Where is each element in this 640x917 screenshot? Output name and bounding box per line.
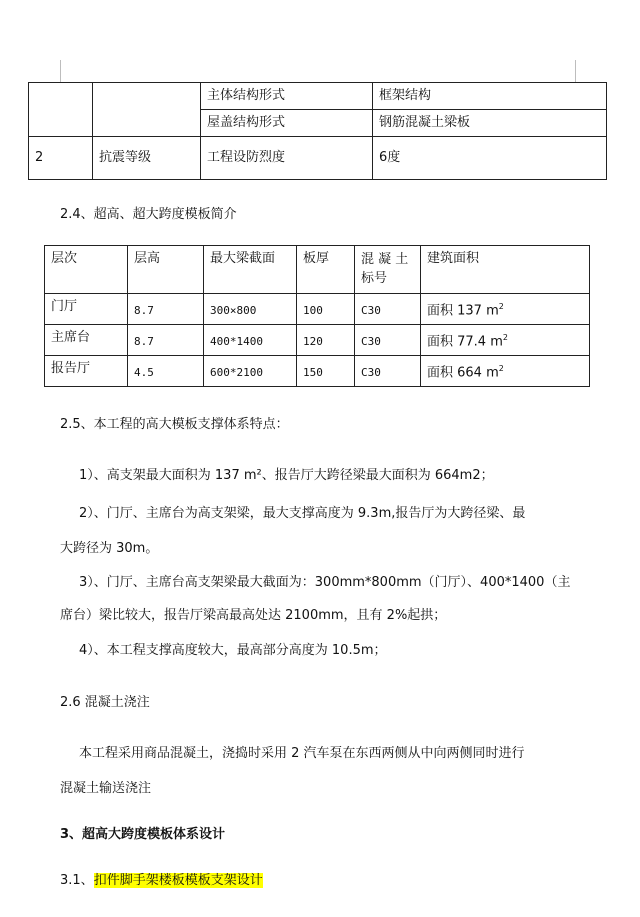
column-header: 最大梁截面 [204,246,297,294]
table-cell: 8.7 [128,294,204,325]
area-value: 面积 77.4 m [427,334,503,350]
table-cell [421,294,590,325]
section-heading-3: 3、超高大跨度模板体系设计 [60,827,226,842]
table-row [45,325,590,356]
unit-superscript: 2 [502,333,508,342]
table-cell: 120 [297,325,355,356]
column-header: 建筑面积 [421,246,590,294]
column-header: 层高 [128,246,204,294]
table-row [45,294,590,325]
area-value: 面积 137 m [427,303,499,319]
table-cell: 主席台 [45,325,128,356]
table-cell: 抗震等级 [93,137,201,180]
table-cell: 框架结构 [373,83,607,110]
paragraph-line: 1）、高支架最大面积为 137 m²、报告厅大跨径梁最大面积为 664m2； [79,468,494,483]
table-cell: C30 [355,356,421,387]
paragraph-line: 席台）梁比较大，报告厅梁高最高处达 2100mm，且有 2%起拱； [60,608,447,623]
table-cell: 4.5 [128,356,204,387]
table-cell [421,356,590,387]
table-cell: 屋盖结构形式 [201,110,373,137]
formwork-table [44,245,590,387]
table-cell: 报告厅 [45,356,128,387]
table-row [29,137,607,180]
table-cell: C30 [355,325,421,356]
table-header-row [45,246,590,294]
table-cell: 主体结构形式 [201,83,373,110]
unit-superscript: 2 [498,302,504,311]
paragraph-line: 2）、门厅、主席台为高支架梁，最大支撑高度为 9.3m,报告厅为大跨径梁、最 [79,506,526,521]
table-cell: 钢筋混凝土梁板 [373,110,607,137]
column-header-line: 混 凝 土 [361,252,409,267]
table-cell: 6度 [373,137,607,180]
heading-number: 3.1、 [60,873,94,888]
section-heading-2-6: 2.6 混凝土浇注 [60,695,150,710]
structure-table [28,82,607,180]
column-header: 层次 [45,246,128,294]
table-row [45,356,590,387]
column-header-line: 标号 [361,271,388,286]
paragraph-line: 混凝土输送浇注 [60,781,152,796]
section-heading-2-5: 2.5、本工程的高大模板支撑体系特点： [60,417,289,432]
table-cell: 8.7 [128,325,204,356]
table-cell: 150 [297,356,355,387]
paragraph-line: 本工程采用商品混凝土，浇捣时采用 2 汽车泵在东西两侧从中向两侧同时进行 [79,746,525,761]
column-header: 板厚 [297,246,355,294]
section-heading-2-4: 2.4、超高、超大跨度模板简介 [60,207,237,222]
crop-mark-left [60,60,61,82]
column-header [355,246,421,294]
table-cell: 600*2100 [204,356,297,387]
table-cell: C30 [355,294,421,325]
unit-superscript: 2 [498,364,504,373]
paragraph-line: 3）、门厅、主席台高支架梁最大截面为：300mm*800mm（门厅）、400*1400（主 [79,575,571,590]
table-cell: 100 [297,294,355,325]
table-row [29,83,607,110]
table-cell [93,83,201,137]
table-cell: 工程设防烈度 [201,137,373,180]
section-heading-3-1 [60,872,263,890]
highlighted-heading-text: 扣件脚手架楼板模板支架设计 [93,873,263,888]
table-cell: 2 [29,137,93,180]
table-cell: 300×800 [204,294,297,325]
crop-mark-right [575,60,576,82]
table-cell: 400*1400 [204,325,297,356]
table-cell [421,325,590,356]
paragraph-line: 大跨径为 30m。 [60,541,159,556]
table-cell: 门厅 [45,294,128,325]
table-cell [29,83,93,137]
paragraph-line: 4）、本工程支撑高度较大，最高部分高度为 10.5m； [79,643,387,658]
area-value: 面积 664 m [427,365,499,381]
